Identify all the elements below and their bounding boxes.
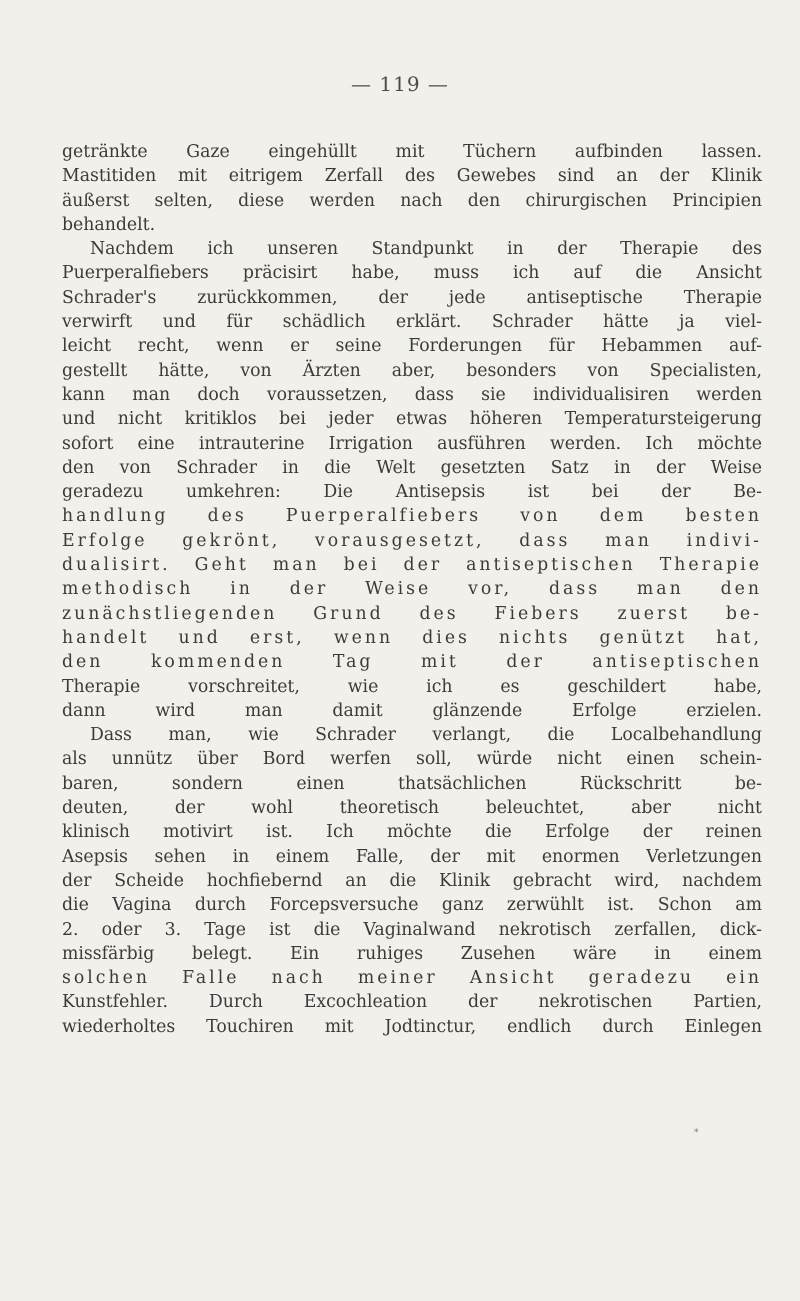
text-line: missfärbig belegt. Ein ruhiges Zusehen wäre in einem xyxy=(62,943,762,964)
page-number: — 119 — xyxy=(351,72,449,96)
text-line: handlung des Puerperalfiebers von dem besten xyxy=(62,506,762,527)
text-line: Kunstfehler. Durch Excochleation der nekrotischen Partien, xyxy=(62,992,762,1013)
text-line: wiederholtes Touchiren mit Jodtinctur, endlich durch Einlegen xyxy=(62,1016,762,1037)
text-line: baren, sondern einen thatsächlichen Rückschritt be- xyxy=(62,773,762,794)
text-line: leicht recht, wenn er seine Forderungen für Hebammen auf- xyxy=(62,336,762,357)
text-line: Asepsis sehen in einem Falle, der mit enormen Verletzungen xyxy=(62,846,762,867)
text-line: Therapie vorschreitet, wie ich es geschildert habe, xyxy=(62,676,762,697)
text-line: den von Schrader in die Welt gesetzten Satz in der Weise xyxy=(62,457,762,478)
text-line: Erfolge gekrönt, vorausgesetzt, dass man indivi- xyxy=(62,530,762,551)
text-line: dualisirt. Geht man bei der antiseptischen Therapie xyxy=(62,555,762,576)
text-line: Dass man, wie Schrader verlangt, die Localbehandlung xyxy=(90,725,762,746)
text-line: gestellt hätte, von Ärzten aber, besonders von Specialisten, xyxy=(62,360,762,381)
text-line: äußerst selten, diese werden nach den chirurgischen Principien xyxy=(62,190,762,211)
text-line: dann wird man damit glänzende Erfolge erzielen. xyxy=(62,700,762,721)
text-line: und nicht kritiklos bei jeder etwas höheren Temperatursteigerung xyxy=(62,409,762,430)
text-line: zunächstliegenden Grund des Fiebers zuerst be- xyxy=(62,603,762,624)
text-line: als unnütz über Bord werfen soll, würde nicht einen schein- xyxy=(62,749,762,770)
text-line: Mastitiden mit eitrigem Zerfall des Gewebes sind an der Klinik xyxy=(62,166,762,187)
text-line: den kommenden Tag mit der antiseptischen xyxy=(62,652,762,673)
text-line: Nachdem ich unseren Standpunkt in der Therapie des xyxy=(90,239,762,260)
text-line: Puerperalfiebers präcisirt habe, muss ich auf die Ansicht xyxy=(62,263,762,284)
body-text xyxy=(62,140,762,1039)
text-line: behandelt. xyxy=(62,214,156,235)
text-line: Schrader's zurückkommen, der jede antiseptische Therapie xyxy=(62,287,762,308)
text-line: verwirft und für schädlich erklärt. Schrader hätte ja viel- xyxy=(62,312,762,333)
text-line: geradezu umkehren: Die Antisepsis ist bei der Be- xyxy=(62,482,762,503)
text-line: solchen Falle nach meiner Ansicht geradezu ein xyxy=(62,968,762,989)
text-line: handelt und erst, wenn dies nichts genützt hat, xyxy=(62,627,762,648)
footer-mark: ⁎ xyxy=(694,1125,699,1135)
text-line: sofort eine intrauterine Irrigation ausführen werden. Ich möchte xyxy=(62,433,762,454)
text-line: methodisch in der Weise vor, dass man den xyxy=(62,579,762,600)
text-line: getränkte Gaze eingehüllt mit Tüchern aufbinden lassen. xyxy=(62,142,762,162)
text-line: 2. oder 3. Tage ist die Vaginalwand nekrotisch zerfallen, dick- xyxy=(62,919,762,940)
text-line: die Vagina durch Forcepsversuche ganz zerwühlt ist. Schon am xyxy=(62,895,762,916)
text-line: klinisch motivirt ist. Ich möchte die Erfolge der reinen xyxy=(62,822,762,843)
text-line: der Scheide hochfiebernd an die Klinik gebracht wird, nachdem xyxy=(62,870,762,891)
text-line: kann man doch voraussetzen, dass sie individualisiren werden xyxy=(62,384,762,405)
text-line: deuten, der wohl theoretisch beleuchtet, aber nicht xyxy=(62,798,762,819)
